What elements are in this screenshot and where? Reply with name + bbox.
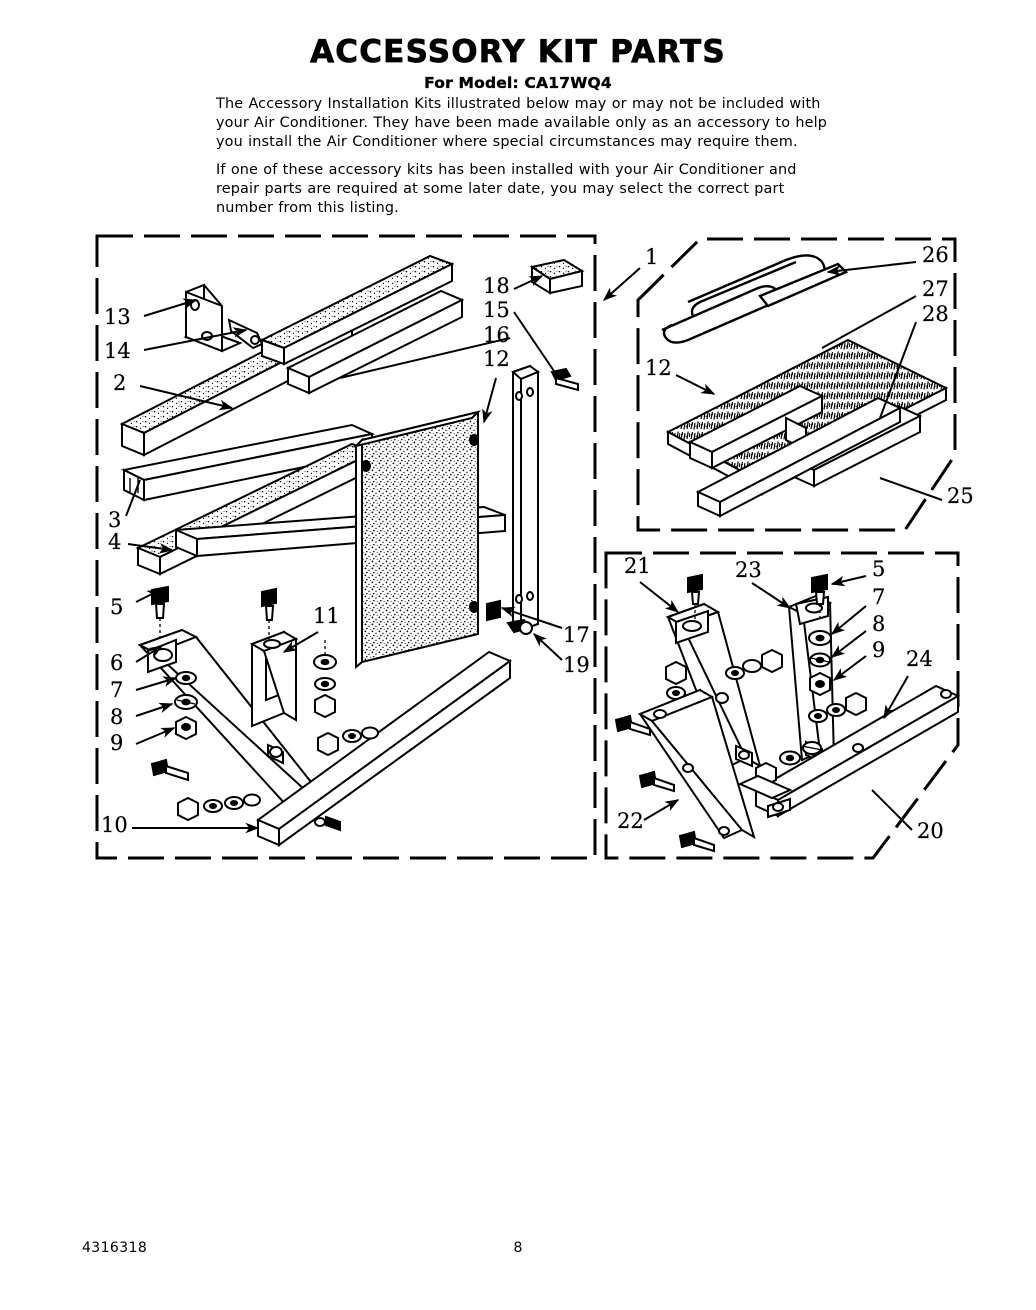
page-number: 8 (513, 1240, 523, 1256)
callout-20: 20 (917, 819, 944, 843)
leader-12 (484, 378, 496, 422)
callout-8-bottom-right: 8 (872, 612, 886, 636)
part-8-lock-washer-right (810, 654, 830, 667)
leader-15 (514, 312, 556, 374)
intro-paragraph-2: If one of these accessory kits has been installed with your Air Conditioner and repair parts are required at some later date, you may select the correct part number from this listing. (216, 161, 797, 217)
part-screw-above-bracket-11 (262, 589, 276, 640)
part-12-foam-panel (356, 412, 478, 667)
callout-8: 8 (110, 705, 124, 729)
hardware-cluster-bottom-left (178, 795, 260, 821)
leader-20 (872, 790, 912, 830)
leader-1 (604, 268, 640, 300)
callout-12: 12 (483, 347, 510, 371)
hardware-stack-center (314, 640, 336, 717)
callout-2: 2 (113, 371, 127, 395)
callout-24: 24 (906, 647, 933, 671)
leader-12b (676, 375, 714, 394)
leader-8b (832, 631, 866, 657)
part-9-nut-right (810, 673, 830, 695)
page-title: ACCESSORY KIT PARTS (310, 34, 726, 70)
document-code: 4316318 (82, 1240, 148, 1256)
callout-7-bottom-right: 7 (872, 585, 886, 609)
callout-5-bottom-right: 5 (872, 557, 886, 581)
callout-21: 21 (624, 554, 651, 578)
model-subtitle: For Model: CA17WQ4 (424, 73, 612, 92)
part-12-27-28-insulated-slab (668, 340, 946, 516)
part-11-c-bracket (252, 632, 296, 726)
callout-22: 22 (617, 809, 644, 833)
callout-10: 10 (101, 813, 128, 837)
leader-9 (136, 728, 174, 744)
callout-27: 27 (922, 277, 949, 301)
callout-16: 16 (483, 323, 510, 347)
leader-7 (136, 678, 176, 690)
part-26-u-gasket (662, 255, 846, 342)
leader-8 (136, 704, 172, 716)
callout-3: 3 (108, 508, 122, 532)
callout-9: 9 (110, 731, 124, 755)
callout-12-top-right: 12 (645, 356, 672, 380)
callout-26: 26 (922, 243, 949, 267)
callout-13: 13 (104, 305, 131, 329)
callout-4: 4 (108, 530, 122, 554)
callout-23: 23 (735, 558, 762, 582)
page-footer (0, 1240, 1036, 1270)
callout-7: 7 (110, 678, 124, 702)
leader-7b (832, 606, 866, 634)
leader-21 (640, 582, 678, 612)
leader-23 (752, 583, 790, 608)
part-7-washer-right (809, 631, 831, 645)
leader-19 (534, 634, 562, 660)
callout-5: 5 (110, 595, 124, 619)
callout-6: 6 (110, 651, 124, 675)
callout-25: 25 (947, 484, 974, 508)
intro-paragraph-1: The Accessory Installation Kits illustrated below may or may not be included with your Air Conditioner. They have been made available only as an accessory to help you install the Air Conditioner where special circumstances may require them. (216, 96, 828, 151)
part-9-nut (176, 717, 196, 739)
callout-9-bottom-right: 9 (872, 638, 886, 662)
part-16-vertical-rail (513, 366, 538, 630)
part-19-washer (508, 620, 532, 634)
leader-9b (834, 656, 866, 680)
hardware-stack-21-right (726, 650, 782, 679)
callout-15: 15 (483, 298, 510, 322)
callout-1: 1 (645, 245, 659, 269)
callout-19: 19 (563, 653, 590, 677)
part-7-washer (176, 672, 196, 684)
leader-5b (832, 576, 866, 584)
callout-17: 17 (563, 623, 590, 647)
callout-18: 18 (483, 274, 510, 298)
callout-11: 11 (313, 604, 340, 628)
part-8-lock-washer (175, 695, 197, 709)
callout-14: 14 (104, 339, 131, 363)
part-17-fastener (487, 601, 500, 620)
callout-28: 28 (922, 302, 949, 326)
leader-22 (644, 800, 678, 820)
leader-27 (822, 296, 916, 348)
part-lower-screw-left (152, 760, 188, 780)
